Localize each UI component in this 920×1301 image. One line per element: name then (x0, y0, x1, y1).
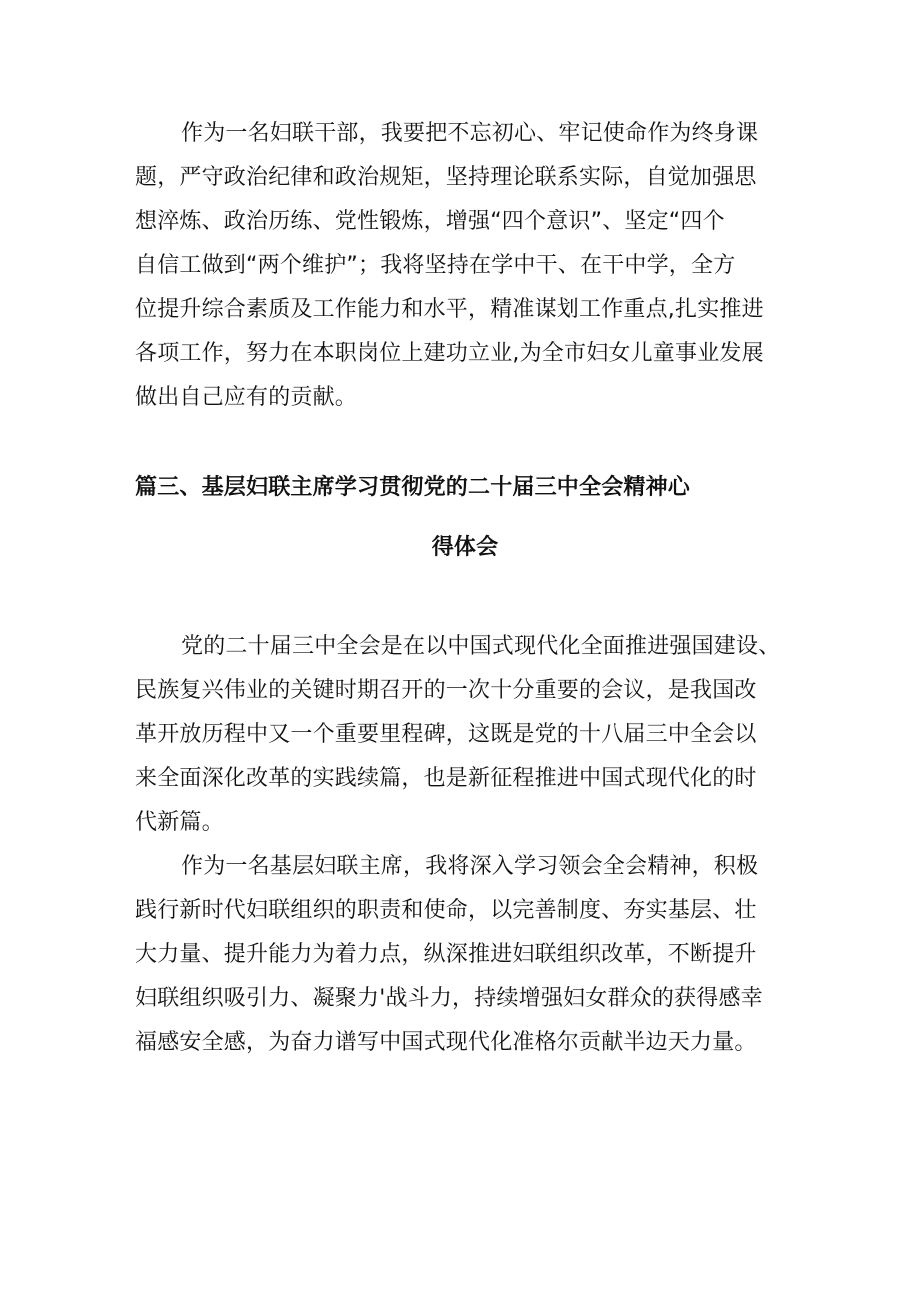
section-heading-line-2: 得体会 (431, 535, 499, 560)
paragraph-2-line: 民族复兴伟业的关键时期召开的一次十分重要的会议，是我国改 (135, 678, 757, 703)
paragraph-3-line: 福感安全感，为奋力谱写中国式现代化准格尔贡献半边天力量。 (135, 1030, 757, 1055)
section-heading (135, 466, 795, 510)
paragraph-3-line: 作为一名基层妇联主席，我将深入学习领会全会精神，积极 (181, 854, 759, 879)
paragraph-1-line: 想淬炼、政治历练、党性锻炼，增强“四个意识”、坚定“四个 (135, 209, 725, 234)
paragraph-2-line: 革开放历程中又一个重要里程碑，这既是党的十八届三中全会以 (135, 722, 757, 747)
paragraph-1-line: 题，严守政治纪律和政治规矩，坚持理论联系实际，自觉加强思 (135, 165, 757, 190)
paragraph-2-line: 来全面深化改革的实践续篇，也是新征程推进中国式现代化的时 (135, 766, 757, 791)
paragraph-2-line: 代新篇。 (135, 810, 224, 835)
section-heading-continued (135, 526, 795, 570)
paragraph-1-line: 做出自己应有的贡献。 (135, 385, 358, 410)
section-heading-line-1: 篇三、基层妇联主席学习贯彻党的二十届三中全会精神心 (135, 475, 691, 500)
paragraph-2-line: 党的二十届三中全会是在以中国式现代化全面推进强国建设、 (181, 634, 781, 659)
paragraph-3-line: 大力量、提升能力为着力点，纵深推进妇联组织改革，不断提升 (135, 942, 757, 967)
paragraph-3-line: 妇联组织吸引力、凝聚力'战斗力，持续增强妇女群众的获得感幸 (135, 986, 763, 1011)
paragraph-1-line: 各项工作，努力在本职岗位上建功立业,为全市妇女儿童事业发展 (135, 341, 764, 366)
paragraph-1 (135, 112, 795, 420)
paragraph-1-line: 自信工做到“两个维护”；我将坚持在学中干、在干中学，全方 (135, 253, 736, 278)
paragraph-3-line: 践行新时代妇联组织的职责和使命，以完善制度、夯实基层、壮 (135, 898, 757, 923)
paragraph-1-line: 位提升综合素质及工作能力和水平，精准谋划工作重点,扎实推进 (135, 297, 764, 322)
paragraph-1-line: 作为一名妇联干部，我要把不忘初心、牢记使命作为终身课 (181, 121, 759, 146)
paragraph-2 (135, 625, 795, 1065)
